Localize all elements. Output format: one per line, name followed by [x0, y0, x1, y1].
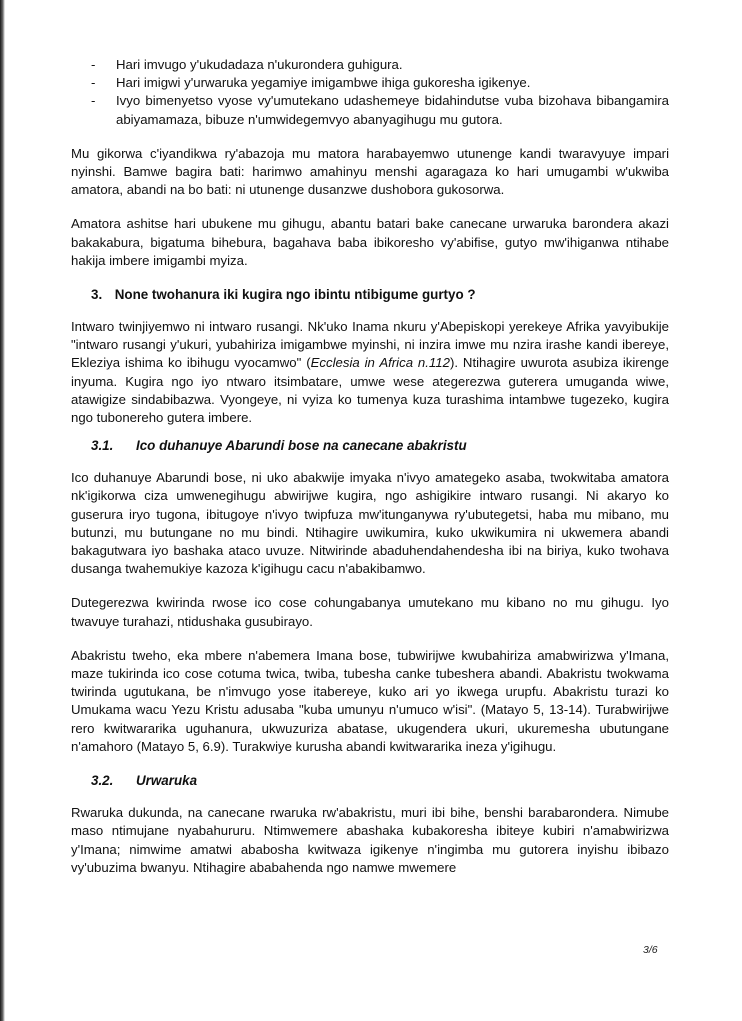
- subsection-heading-3-2: [71, 772, 669, 790]
- section-heading-3: [71, 286, 669, 304]
- paragraph-democracy: [71, 318, 669, 427]
- subsection-number: 3.2.: [91, 773, 114, 789]
- subsection-title: Ico duhanuye Abarundi bose na canecane abakristu: [136, 438, 467, 454]
- subsection-title: Urwaruka: [136, 773, 198, 789]
- subsection-number: 3.1.: [91, 438, 114, 454]
- paragraph-text: ). Ntihagire uwurota asubiza ikirenge inyuma. Kugira ngo iyo ntwaro itsimbatare, umwe wese ategerezwa guterera umuganda wiwe, atawigize sindabibazwa. Vyongeye, ni vyiza ko tumenya kuza turashima intambwe tugezeko, kugira ngo tubonereho gutera imbere.: [71, 355, 670, 426]
- paragraph-text: Intwaro twinjiyemwo ni intwaro rusangi. Nk'uko Inama nkuru y'Abepiskopi yerekeye Afrika yavyibukije "intwaro rusangi y'ukuri, yubahiriza imigambwe myinshi, ni inzira imwe mu nzira irashe kandi ibereye, Ekleziya ishima ko ibihugu vyocamwo" (: [71, 319, 669, 371]
- bullet-text: Hari imigwi y'urwaruka yegamiye imigambwe ihiga gukoresha igikenye.: [116, 75, 531, 91]
- bullet-dash: -: [91, 75, 96, 91]
- subsection-heading-3-1: [71, 437, 669, 455]
- paragraph-christians: Abakristu tweho, eka mbere n'abemera Imana bose, tubwirijwe kwubahiriza amabwirizwa y'Imana, maze tukirinda ico cose cotuma twica, twiba, tubesha canke tubeshera abandi. Abakristu twokwama twirinda ugutukana, be n'imvugo yose itabereye, kuko ari yo ikwega urupfu. Abakristu turazi ko Umukama wacu Yezu Kristu adusaba "kuba umunyu n'umuco w'isi". (Matayo 5, 13-14). Turabwirijwe rero kwitwararika uguhanura, ukwuzuriza abatase, ukugendera ukuri, ukuremesha ubutungane n'amahoro (Matayo 5, 6.9). Turakwiye kurusha abandi kwitwararika ineza y'igihugu.: [71, 647, 669, 754]
- bullet-text: Ivyo bimenyetso vyose vy'umutekano udashemeye bidahindutse vuba bizohava bibangamira abiyamamaza, bibuze n'umwidegemvyo abanyagihugu mu gutora.: [116, 93, 669, 127]
- bullet-dash: -: [91, 57, 96, 72]
- paragraph-poverty: Amatora ashitse hari ubukene mu gihugu, abantu batari bake canecane urwaruka barondera akazi bakakabura, bigatuma bihebura, bagahava baba ibikoresho vy'abifise, gutyo mw'ihiganwa ntihabe hakija imbere imigambi myiza.: [71, 216, 669, 268]
- list-item: [71, 74, 669, 92]
- section-title: None twohanura iki kugira ngo ibintu ntibigume gurtyo ?: [114, 287, 476, 303]
- paragraph-registration-flaws: Mu gikorwa c'iyandikwa ry'abazoja mu matora harabayemwo utunenge kandi twaravyuye impari nyinshi. Bamwe bagira bati: harimwo amahinyu menshi agaragaza ko hari umugambi w'ukwiba amatora, abandi na bo bati: ni utunenge dusanzwe dushobora gukosorwa.: [71, 145, 669, 198]
- bullet-list: [71, 56, 669, 129]
- bullet-dash: -: [91, 93, 96, 109]
- paragraph-youth: Rwaruka dukunda, na canecane rwaruka rw'abakristu, muri ibi bihe, benshi barabarondera. Nimube maso ntimujane nyabahururu. Ntimwemere abashaka kubakoresha ibiteye kubiri n'amabwirizwa y'Imana; nimwime amatwi ababosha kwitwaza igikenye n'ingimba mu gutorera inyishu ibibazo vy'ubuzima bwanyu. Ntihagire ababahenda ngo namwe mwemere: [71, 805, 669, 875]
- section-number: 3.: [91, 287, 103, 303]
- document-page: [71, 56, 669, 893]
- scan-edge-shadow: [0, 0, 5, 1021]
- bullet-text: Hari imvugo y'ukudadaza n'ukurondera guhigura.: [116, 57, 403, 72]
- page-number: 3/6: [643, 944, 658, 956]
- paragraph-advice-all: Ico duhanuye Abarundi bose, ni uko abakwije imyaka n'ivyo amategeko asaba, twokwitaba amatora nk'igikorwa ciza umwenegihugu abwirijwe kugira, ngo ashigikire intwaro rusangi. Ni akaryo ko guserura iryo tugona, ibitugoye n'ivyo twipfuza mw'itunganywa ry'ubutegetsi, haba mu mibano, mu butunzi, mu butungane no mu bindi. Ntihagire uwikumira, kuko ukwikumira ni ukwemera abandi bakagutwara iyo bashaka ataco uvuze. Nitwirinde abaduhendahendesha ibi na biriya, kuko twohava dusanga twahemukiye kazoza k'igihugu cacu n'abakibamwo.: [71, 470, 669, 577]
- citation: Ecclesia in Africa n.112: [310, 355, 450, 371]
- list-item: [71, 56, 669, 74]
- list-item: [71, 92, 669, 128]
- paragraph-security: Dutegerezwa kwirinda rwose ico cose cohungabanya umutekano mu kibano no mu gihugu. Iyo twavuye turahazi, ntidushaka gusubirayo.: [71, 595, 669, 629]
